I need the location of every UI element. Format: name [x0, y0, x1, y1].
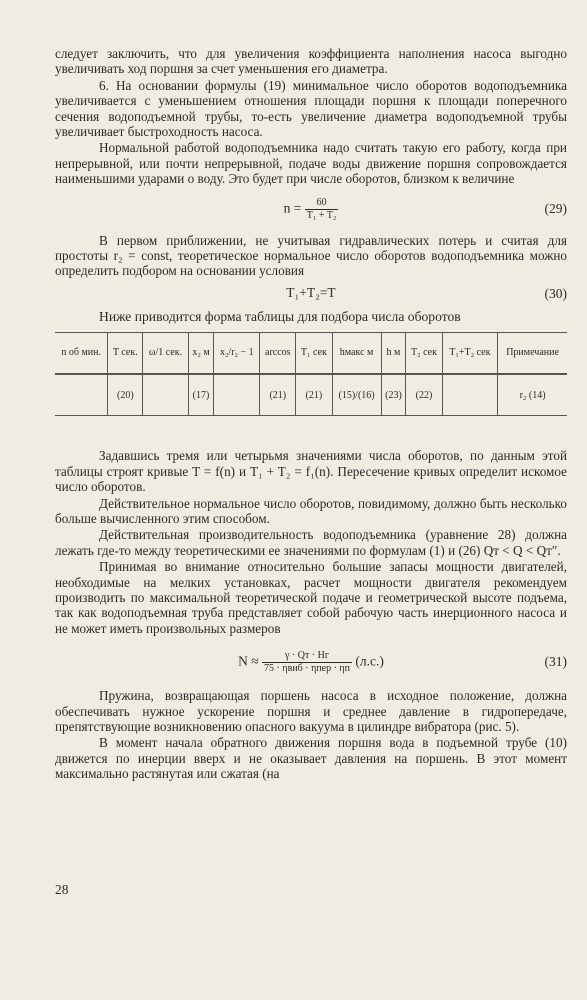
paragraph: Принимая во внимание относительно большие запасы мощности двигателей, необходимые на мелких установках, расчет мощности двигателя рекомендуем производить по максимальной теоретической подаче и геометрической высоте подъема, так как водоподъемная труба представляет собой рабочую часть инерционного насоса и не может иметь произвольных размеров: [55, 559, 567, 636]
formula-expr: T₁+T₂=T: [286, 284, 336, 300]
table-header-cell: Примечание: [498, 333, 567, 375]
table-header-cell: ω/1 сек.: [143, 333, 188, 375]
table-cell: r₂ (14): [498, 374, 567, 416]
paragraph: следует заключить, что для увеличения коэффициента наполнения насоса выгодно увеличивать ход поршня за счет уменьшения его диаметра.: [55, 46, 567, 77]
paragraph: Задавшись тремя или четырьмя значениями числа оборотов, по данным этой таблицы строят кривые T = f(n) и T₁ + T₂ = f₁(n). Пересечение кривых определит искомое число оборотов.: [55, 448, 567, 495]
table-header-cell: arccos: [260, 333, 296, 375]
equation-number: (31): [544, 654, 567, 670]
table-cell: (15)/(16): [332, 374, 381, 416]
table-cell: (21): [260, 374, 296, 416]
paragraph: Действительное нормальное число оборотов, повидимому, должно быть несколько больше вычисленного этим способом.: [55, 495, 567, 526]
table-cell: (23): [381, 374, 406, 416]
paragraph: В первом приближении, не учитывая гидравлических потерь и считая для простоты r₂ = const, теоретическое нормальное число оборотов водоподъемника можно определить подбором на основании условия: [55, 232, 567, 279]
paragraph: Нормальной работой водоподъемника надо считать такую его работу, когда при непрерывной, или почти непрерывной, подаче воды движение поршня сопровождается наименьшими ударами о воду. Это будет при числе оборотов, близком к величине: [55, 140, 567, 187]
equation-number: (30): [544, 285, 567, 301]
formula-lhs: n =: [283, 200, 302, 216]
table-header-cell: hмакс м: [332, 333, 381, 375]
table-header-cell: T₂ сек: [406, 333, 442, 375]
formula-fraction: $\frac{60}{\text{T₁ + T₂}}$: [306, 196, 337, 221]
formula-31: [55, 640, 567, 688]
formula-lhs: N ≈: [238, 653, 259, 669]
table-header-cell: x₂ м: [188, 333, 214, 375]
table-cell: (17): [188, 374, 214, 416]
paragraph: Действительная производительность водоподъемника (уравнение 28) должна лежать где-то между теоретическими ее значениями по формулам (1) и (26) Qт < Q < Qт″.: [55, 527, 567, 558]
table-cell: [55, 374, 108, 416]
formula-29: [55, 189, 567, 233]
table-header-cell: n об мин.: [55, 333, 108, 375]
table-header-cell: T₁ сек: [296, 333, 332, 375]
paragraph: В момент начала обратного движения поршня вода в подъемной трубе (10) движется по инерции вверх и не оказывает давления на поршень. В этот момент максимально растянутая или сжатая (на: [55, 735, 567, 782]
paragraph: Пружина, возвращающая поршень насоса в исходное положение, должна обеспечивать нужное ускорение поршня и среднее давление в гидропередаче, препятствующие возникновению опасного вакуума в цилиндре вибратора (рис. 5).: [55, 688, 567, 734]
table-cell: [442, 374, 497, 416]
table-cell: (22): [406, 374, 442, 416]
table-header-cell: T₁+T₂ сек: [442, 333, 497, 375]
table-cell: (21): [296, 374, 332, 416]
table-header-cell: T сек.: [108, 333, 143, 375]
page-body: [55, 0, 567, 782]
table-cell: (20): [108, 374, 143, 416]
formula-unit: (л.с.): [355, 653, 384, 669]
paragraph: 6. На основании формулы (19) минимальное число оборотов водоподъемника увеличивается с уменьшением отношения площади поршня к площади поперечного сечения водоподъемной трубы, то-есть увеличение диаметра водоподъемной трубы увеличивает быстроходность насоса.: [55, 77, 567, 140]
table-cell: [214, 374, 260, 416]
table-cell: [143, 374, 188, 416]
table-header-cell: x₂/r₂ − 1: [214, 333, 260, 375]
equation-number: (29): [544, 200, 567, 216]
table-header-cell: h м: [381, 333, 406, 375]
formula-fraction: $\frac{\gamma \cdot Qт \cdot Hг}{\text{75 · ηвиб · ηпер · ηп}}$: [264, 650, 351, 675]
formula-30: [55, 281, 567, 309]
page-number: 28: [55, 882, 69, 897]
paragraph: Ниже приводится форма таблицы для подбора числа оборотов: [99, 308, 461, 324]
selection-table: [55, 332, 567, 416]
